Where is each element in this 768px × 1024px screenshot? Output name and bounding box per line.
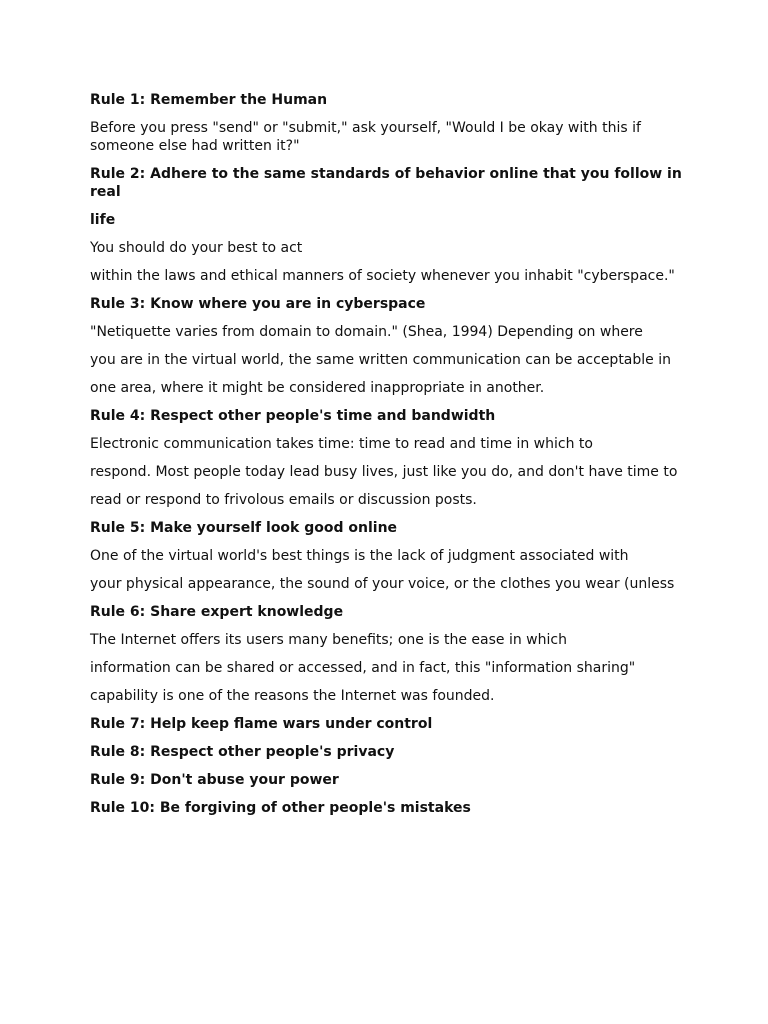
rule-3-heading: Rule 3: Know where you are in cyberspace (90, 296, 426, 312)
rule-4-text-line-3: read or respond to frivolous emails or discussion posts. (90, 492, 477, 508)
rule-3-text-line-3: one area, where it might be considered inappropriate in another. (90, 380, 545, 396)
rule-5-text-line-2: your physical appearance, the sound of your voice, or the clothes you wear (unless (90, 576, 675, 592)
rule-8-heading: Rule 8: Respect other people's privacy (90, 744, 395, 760)
document-page (90, 91, 690, 827)
rule-5-text-line-1: One of the virtual world's best things is the lack of judgment associated with (90, 548, 629, 564)
rule-4-heading: Rule 4: Respect other people's time and bandwidth (90, 408, 496, 424)
rule-3-text-line-1: "Netiquette varies from domain to domain." (Shea, 1994) Depending on where (90, 324, 643, 340)
rule-2-text-line-2: within the laws and ethical manners of society whenever you inhabit "cyberspace." (90, 268, 675, 284)
rule-7-heading: Rule 7: Help keep flame wars under control (90, 716, 433, 732)
rule-10-heading: Rule 10: Be forgiving of other people's mistakes (90, 800, 471, 816)
rule-6-text-line-3: capability is one of the reasons the Internet was founded. (90, 688, 495, 704)
rule-6-text-line-2: information can be shared or accessed, and in fact, this "information sharing" (90, 660, 636, 676)
rule-2-heading: Rule 2: Adhere to the same standards of behavior online that you follow in real (90, 166, 682, 200)
rule-2-text-line-1: You should do your best to act (90, 240, 303, 256)
rule-2-heading-continued: life (90, 212, 116, 228)
rule-9-heading: Rule 9: Don't abuse your power (90, 772, 339, 788)
rule-1-heading: Rule 1: Remember the Human (90, 92, 328, 108)
rule-3-text-line-2: you are in the virtual world, the same written communication can be acceptable in (90, 352, 671, 368)
rule-6-text-line-1: The Internet offers its users many benefits; one is the ease in which (90, 632, 567, 648)
rule-4-text-line-2: respond. Most people today lead busy lives, just like you do, and don't have time to (90, 464, 678, 480)
rule-5-heading: Rule 5: Make yourself look good online (90, 520, 398, 536)
rule-1-text: Before you press "send" or "submit," ask yourself, "Would I be okay with this if someone else had written it?" (90, 120, 641, 154)
rule-6-heading: Rule 6: Share expert knowledge (90, 604, 344, 620)
rule-4-text-line-1: Electronic communication takes time: time to read and time in which to (90, 436, 593, 452)
